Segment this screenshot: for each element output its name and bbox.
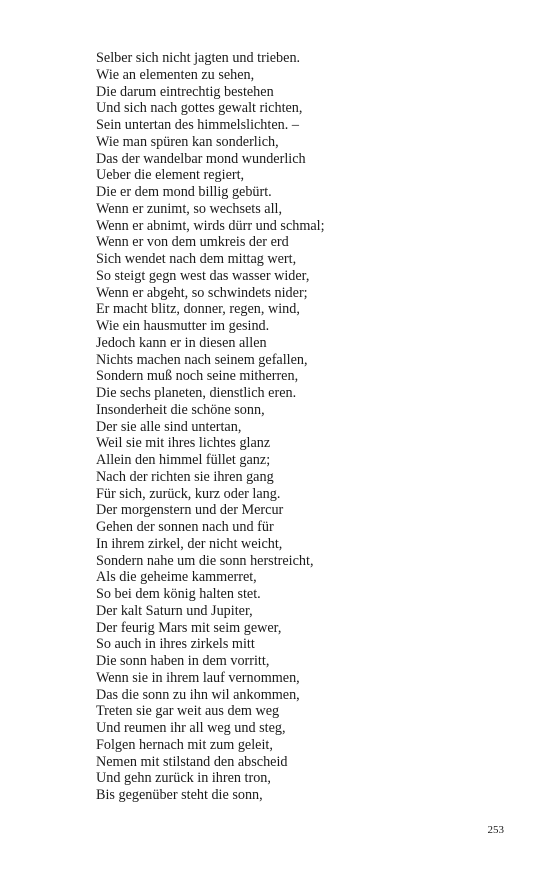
poem-line: Sich wendet nach dem mittag wert, <box>96 251 297 267</box>
poem-line: Die sonn haben in dem vorritt, <box>96 653 270 669</box>
poem-line: Jedoch kann er in diesen allen <box>96 334 267 351</box>
poem-line: Wenn er von dem umkreis der erd <box>96 234 289 251</box>
poem-line: Für sich, zurück, kurz oder lang. <box>96 485 281 502</box>
poem-line: Bis gegenüber steht die sonn, <box>96 787 263 803</box>
poem-line: So bei dem könig halten stet. <box>96 586 261 602</box>
poem-line: In ihrem zirkel, der nicht weicht, <box>96 535 283 552</box>
poem-line: Und reumen ihr all weg und steg, <box>96 720 286 736</box>
poem-line: Der sie alle sind untertan, <box>96 418 242 435</box>
poem-line: Nemen mit stilstand den abscheid <box>96 753 288 770</box>
poem-line: Das der wandelbar mond wunderlich <box>96 150 306 167</box>
poem-line: Als die geheime kammerret, <box>96 569 257 586</box>
poem-line: Das die sonn zu ihn wil ankommen, <box>96 686 300 703</box>
poem-line: Wenn er abgeht, so schwindets nider; <box>96 284 308 301</box>
poem-line: Nichts machen nach seinem gefallen, <box>96 351 308 368</box>
poem-line: Folgen hernach mit zum geleit, <box>96 736 273 753</box>
poem-line: Weil sie mit ihres lichtes glanz <box>96 435 271 452</box>
poem-line: Ueber die element regiert, <box>96 167 245 184</box>
poem-line: Wenn sie in ihrem lauf vernommen, <box>96 669 300 686</box>
poem-text <box>96 50 325 804</box>
poem-line: Insonderheit die schöne sonn, <box>96 401 265 418</box>
poem-line: Der feurig Mars mit seim gewer, <box>96 619 282 636</box>
poem-line: Wenn er abnimt, wirds dürr und schmal; <box>96 217 325 234</box>
poem-line: Wenn er zunimt, so wechsets all, <box>96 200 283 217</box>
poem-line: Sein untertan des himmelslichten. – <box>96 117 299 133</box>
poem-line: Wie an elementen zu sehen, <box>96 66 255 83</box>
poem-line: So auch in ihres zirkels mitt <box>96 636 255 653</box>
poem-line: Treten sie gar weit aus dem weg <box>96 703 280 720</box>
poem-line: Die darum eintrechtig bestehen <box>96 83 274 100</box>
poem-line: Die er dem mond billig gebürt. <box>96 184 272 200</box>
poem-line: Wie ein hausmutter im gesind. <box>96 318 270 334</box>
poem-line: Und sich nach gottes gewalt richten, <box>96 100 303 117</box>
poem-line: Gehen der sonnen nach und für <box>96 519 274 535</box>
poem-line: Der kalt Saturn und Jupiter, <box>96 602 253 619</box>
poem-line: Und gehn zurück in ihren tron, <box>96 770 271 787</box>
poem-line: Wie man spüren kan sonderlich, <box>96 133 279 150</box>
poem-line: Er macht blitz, donner, regen, wind, <box>96 301 300 318</box>
poem-line: Nach der richten sie ihren gang <box>96 468 274 485</box>
poem-line: Der morgenstern und der Mercur <box>96 502 284 519</box>
poem-line: So steigt gegn west das wasser wider, <box>96 267 310 284</box>
poem-line: Sondern muß noch seine mitherren, <box>96 368 299 385</box>
poem-line: Die sechs planeten, dienstlich eren. <box>96 385 297 401</box>
page-number: 253 <box>487 824 504 836</box>
poem-line: Allein den himmel füllet ganz; <box>96 452 271 468</box>
poem-line: Sondern nahe um die sonn herstreicht, <box>96 552 314 569</box>
poem-line: Selber sich nicht jagten und trieben. <box>96 50 301 66</box>
